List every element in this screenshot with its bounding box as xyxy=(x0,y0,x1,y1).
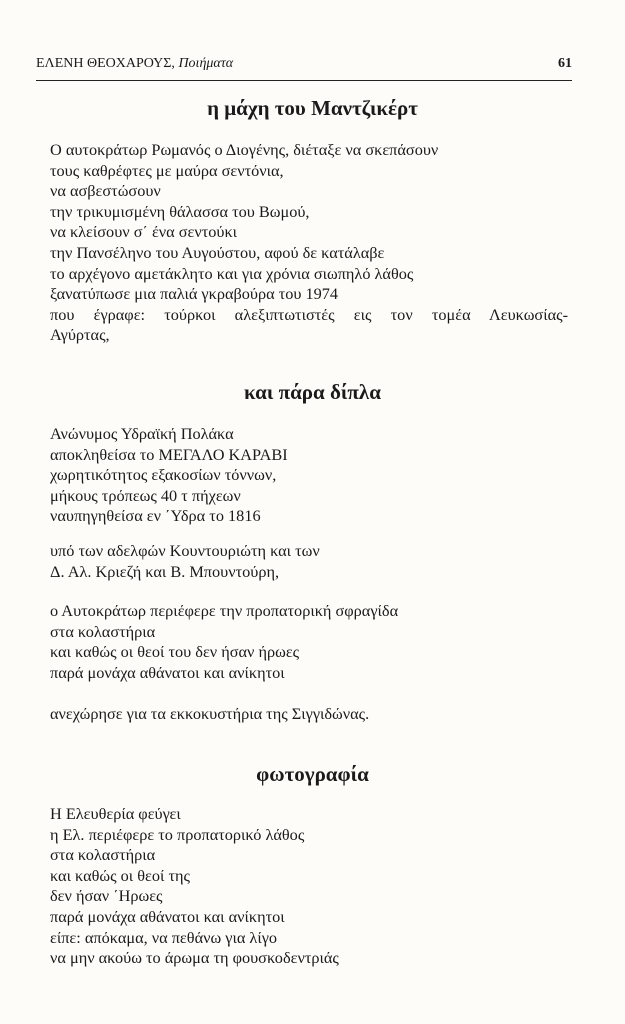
poem-line: δεν ήσαν ΄Ηρωες xyxy=(50,886,163,906)
poem-body-mantzikert xyxy=(50,140,580,346)
poem-line: και καθώς οι θεοί της xyxy=(50,865,190,885)
poem-line: Δ. Αλ. Κριεζή και Β. Μπουντούρη, xyxy=(50,561,280,581)
poem-line: να κλείσουν σ΄ ένα σεντούκι xyxy=(50,222,238,242)
poem-line: αποκληθείσα το ΜΕΓΑΛΟ ΚΑΡΑΒΙ xyxy=(50,444,288,464)
poem-line: τους καθρέφτες με μαύρα σεντόνια, xyxy=(50,160,284,180)
poem-line: Η Ελευθερία φεύγει xyxy=(50,804,181,823)
poem-line: την Πανσέληνο του Αυγούστου, αφού δε κατάλαβε xyxy=(50,242,385,262)
poem-line: το αρχέγονο αμετάκλητο και για χρόνια σιωπηλό λάθος xyxy=(50,263,414,283)
header-author xyxy=(36,56,233,72)
poem-line: στα κολαστήρια xyxy=(50,621,156,641)
poem-line: ο Αυτοκράτωρ περιέφερε την προπατορική σφραγίδα xyxy=(50,601,399,620)
poem-title-mantzikert: η μάχη του Μαντζικέρτ xyxy=(207,96,418,120)
poem-line: να μην ακούω το άρωμα τη φουσκοδεντριάς xyxy=(50,948,339,968)
poem-body-kai-para-dipla-stanza-2 xyxy=(50,541,580,582)
poem-line: χωρητικότητος εξακοσίων τόννων, xyxy=(50,465,277,485)
poem-line: είπε: απόκαμα, να πεθάνω για λίγο xyxy=(50,927,278,947)
header-rule xyxy=(36,80,572,81)
header-book-title: Ποιήματα xyxy=(178,56,234,71)
poem-line: Ο αυτοκράτωρ Ρωμανός ο Διογένης, διέταξε να σκεπάσουν xyxy=(50,140,439,159)
poem-line: υπό των αδελφών Κουντουριώτη και των xyxy=(50,541,320,560)
poem-title-fotografia: φωτογραφία xyxy=(256,762,369,786)
poem-line: μήκους τρόπεως 40 τ πήχεων xyxy=(50,485,241,505)
running-header xyxy=(36,56,576,76)
poem-line: Ανώνυμος Υδραϊκή Πολάκα xyxy=(50,424,234,443)
poem-line: την τρικυμισμένη θάλασσα του Βωμού, xyxy=(50,201,310,221)
page-number: 61 xyxy=(558,56,572,71)
poem-line: στα κολαστήρια xyxy=(50,845,156,865)
poem-line: και καθώς οι θεοί του δεν ήσαν ήρωες xyxy=(50,642,300,662)
poem-body-kai-para-dipla-stanza-4 xyxy=(50,704,580,725)
poem-title-kai-para-dipla: και πάρα δίπλα xyxy=(244,380,381,404)
poem-line: ξανατύπωσε μια παλιά γκραβούρα του 1974 xyxy=(50,284,339,304)
poem-line: ανεχώρησε για τα εκκοκυστήρια της Σιγγιδώνας. xyxy=(50,704,370,723)
poem-line: που έγραφε: τούρκοι αλεξιπτωτιστές εις τον τομέα Λευκωσίας- xyxy=(50,304,568,324)
poem-line: να ασβεστώσουν xyxy=(50,181,161,201)
poem-line: παρά μονάχα αθάνατοι και ανίκητοι xyxy=(50,662,285,682)
poem-body-fotografia xyxy=(50,804,580,969)
poem-line: ναυπηγηθείσα εν ΄Υδρα το 1816 xyxy=(50,506,261,526)
author-name: ΕΛΕΝΗ ΘΕΟΧΑΡΟΥΣ, xyxy=(36,56,175,71)
poem-line: Αγύρτας, xyxy=(50,325,110,345)
poem-line: η Ελ. περιέφερε το προπατορικό λάθος xyxy=(50,824,305,844)
poem-line: παρά μονάχα αθάνατοι και ανίκητοι xyxy=(50,906,285,926)
poem-body-kai-para-dipla-stanza-1 xyxy=(50,424,580,527)
poem-body-kai-para-dipla-stanza-3 xyxy=(50,601,580,683)
